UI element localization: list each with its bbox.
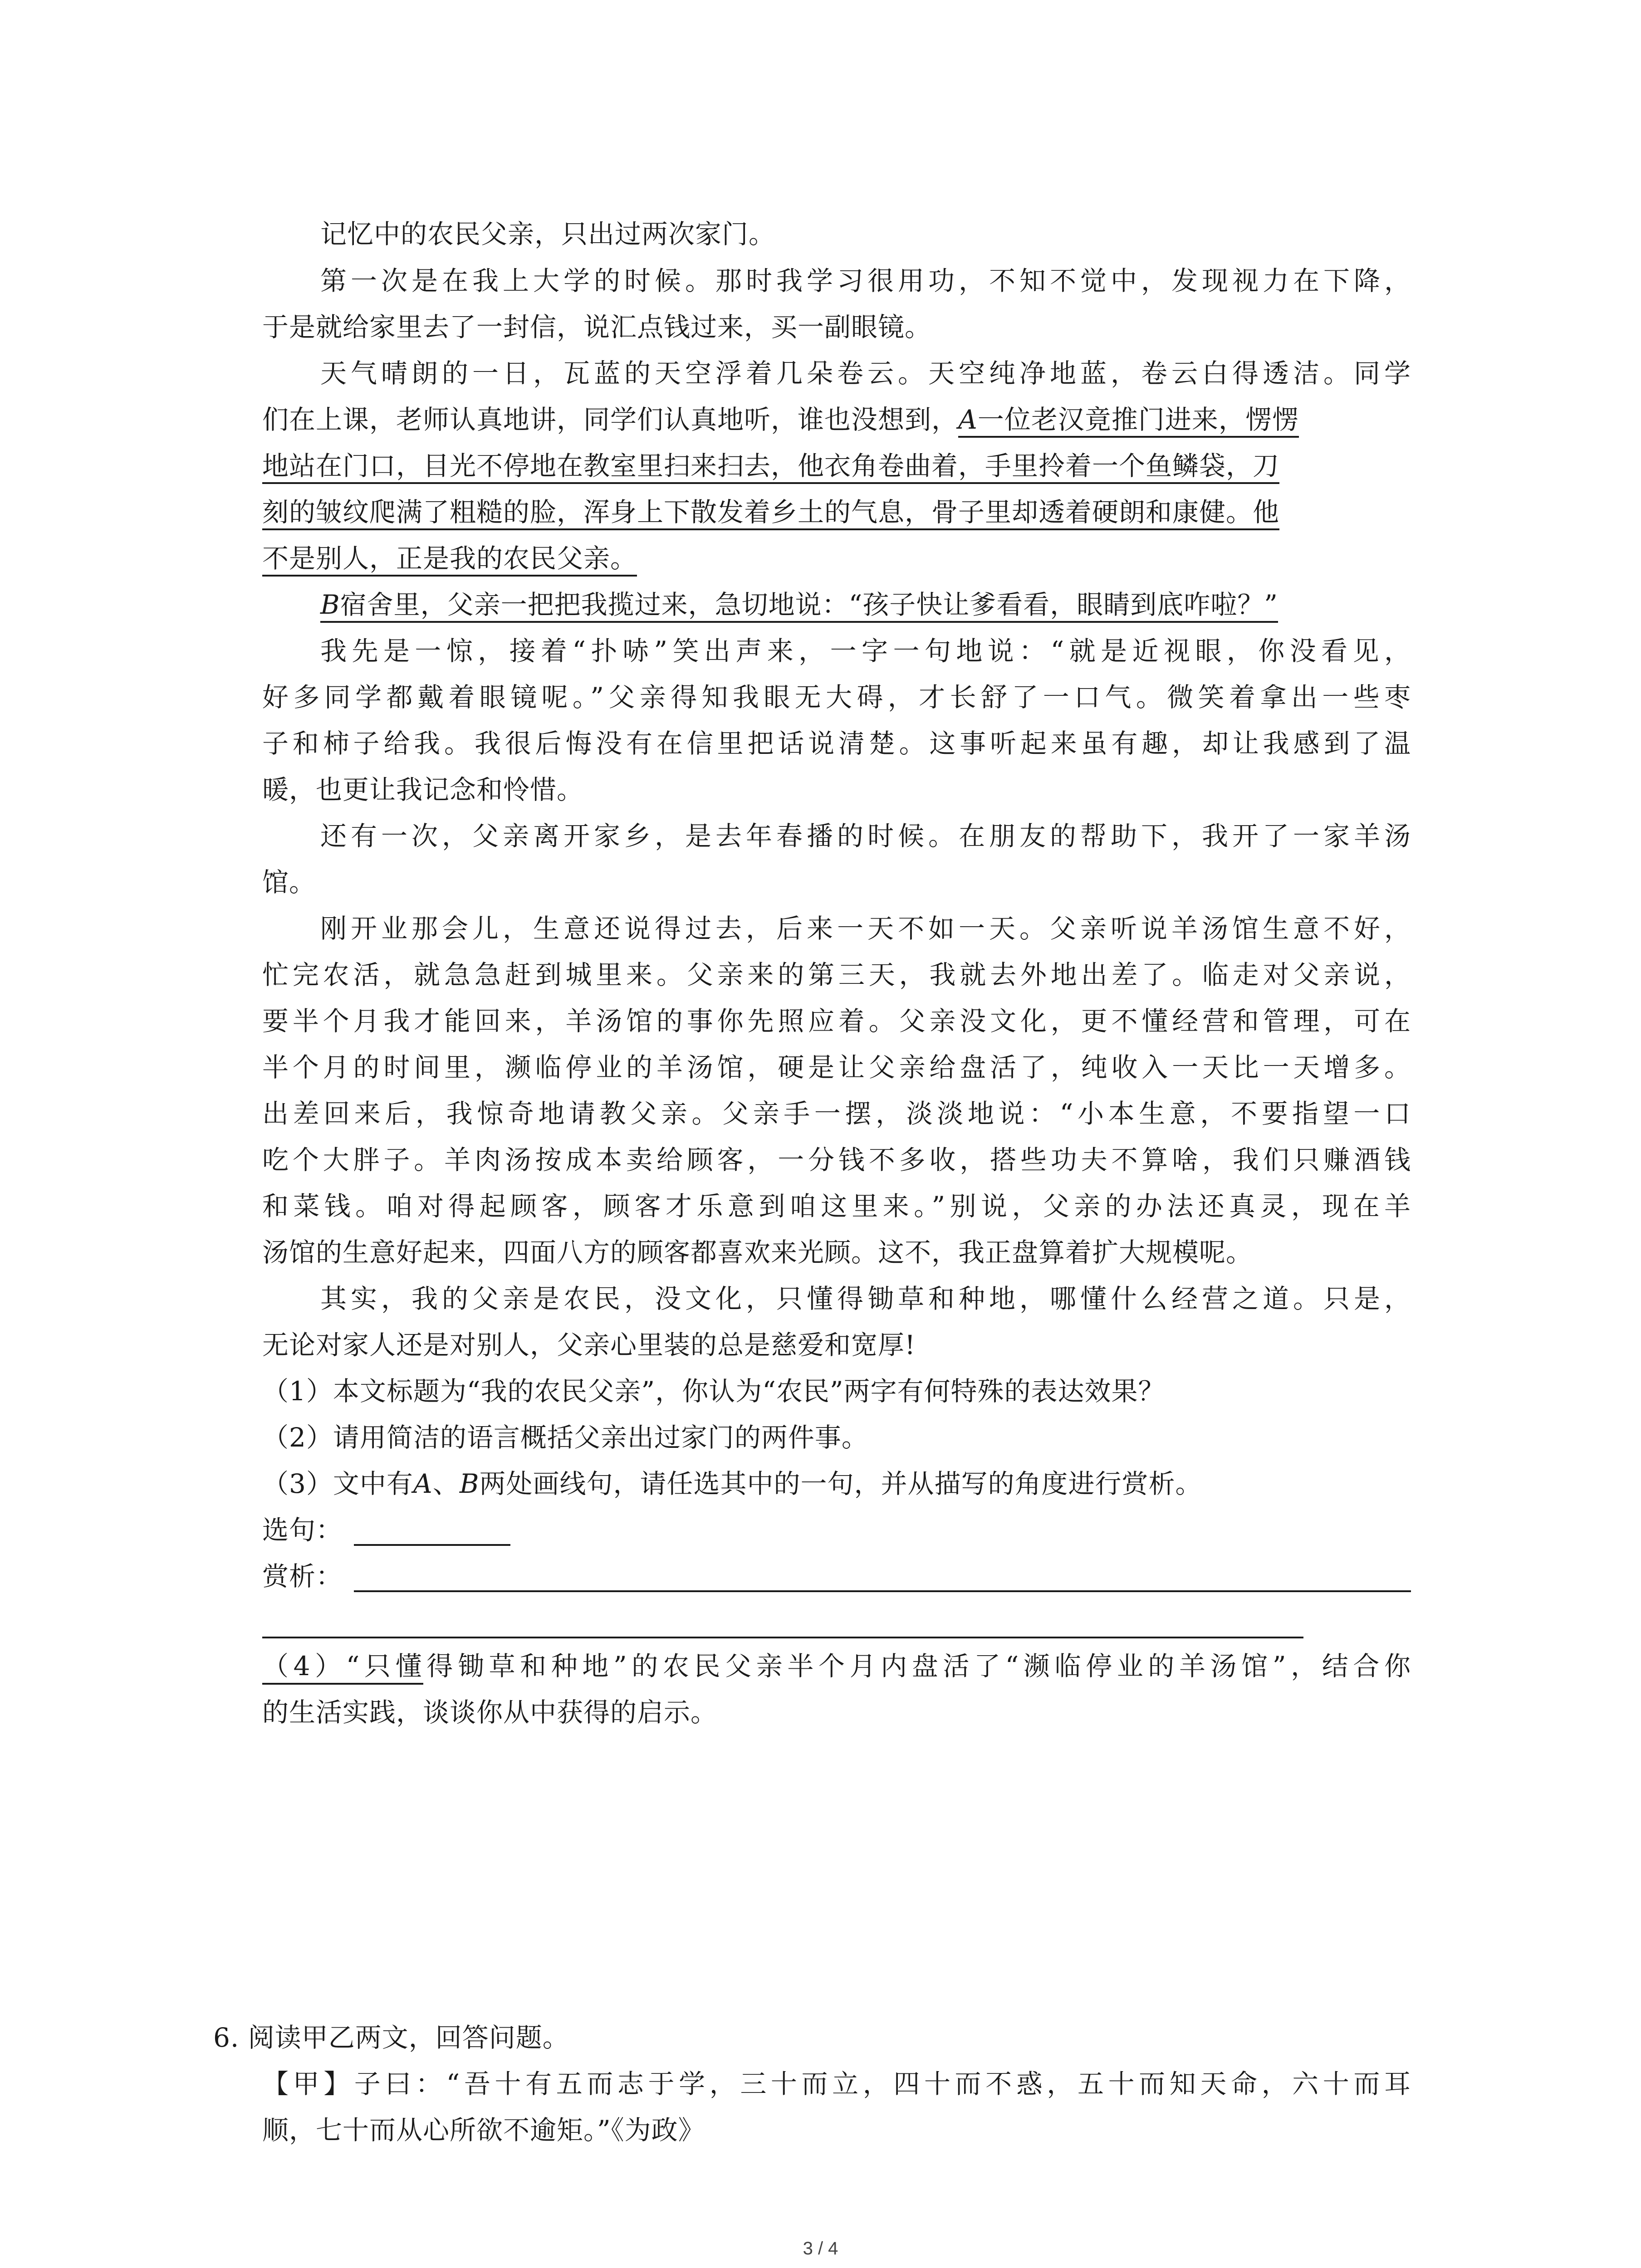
analysis-blank-line1[interactable] <box>354 1590 1411 1592</box>
passage-p7-line1: 刚开业那会儿，生意还说得过去，后来一天不如一天。父亲听说羊汤馆生意不好， <box>320 913 1411 944</box>
question-3-pre: （3）文中有 <box>262 1468 413 1499</box>
passage-p6-line2: 馆。 <box>262 867 316 898</box>
sentence-a-part3: 手里拎着一个鱼鳞袋，刀 <box>985 450 1279 484</box>
passage-p8-line1: 其实，我的父亲是农民，没文化，只懂得锄草和种地，哪懂什么经营之道。只是， <box>320 1283 1411 1314</box>
sentence-a-part4: 刻的皱纹爬满了粗糙的脸，浑身上下散发着乡土的气息，骨子里却透着硬朗和康健。他 <box>262 497 1279 530</box>
passage-p8-line2: 无论对家人还是对别人，父亲心里装的总是慈爱和宽厚! <box>262 1330 916 1360</box>
sentence-b-marker: B <box>320 589 340 623</box>
passage-p7-line4: 半个月的时间里，濒临停业的羊汤馆，硬是让父亲给盘活了，纯收入一天比一天增多。 <box>262 1052 1411 1083</box>
select-sentence-blank[interactable] <box>354 1544 510 1546</box>
passage-p3-line4 <box>262 490 1411 534</box>
passage-p2-line2: 于是就给家里去了一封信，说汇点钱过来，买一副眼镜。 <box>262 312 932 342</box>
passage-p4-line1 <box>320 583 1278 626</box>
section-6-jia-line1: 【甲】子曰：“吾十有五而志于学，三十而立，四十而不惑，五十而知天命，六十而耳 <box>262 2068 1411 2099</box>
passage-p7-line8: 汤馆的生意好起来，四面八方的顾客都喜欢来光顾。这不，我正盘算着扩大规模呢。 <box>262 1237 1253 1268</box>
passage-p3-line2 <box>262 398 1411 441</box>
passage-p3-line5 <box>262 537 637 580</box>
page-number: 3 / 4 <box>803 2239 838 2258</box>
passage-p5-line1: 我先是一惊，接着“扑哧”笑出声来，一字一句地说：“就是近视眼，你没看见， <box>320 635 1411 666</box>
passage-p7-line5: 出差回来后，我惊奇地请教父亲。父亲手一摆，淡淡地说：“小本生意，不要指望一口 <box>262 1098 1411 1129</box>
section-6-title: 6. 阅读甲乙两文，回答问题。 <box>213 2022 569 2053</box>
passage-p3-line3 <box>262 444 1411 488</box>
passage-p3-line1: 天气晴朗的一日，瓦蓝的天空浮着几朵卷云。天空纯净地蓝，卷云白得透洁。同学 <box>320 358 1411 389</box>
passage-p5-line3: 子和柿子给我。我很后悔没有在信里把话说清楚。这事听起来虽有趣，却让我感到了温 <box>262 728 1411 759</box>
passage-p7-line3: 要半个月我才能回来，羊汤馆的事你先照应着。父亲没文化，更不懂经营和管理，可在 <box>262 1006 1411 1036</box>
passage-p3-line2-text: 们在上课，老师认真地讲，同学们认真地听，谁也没想到， <box>262 404 959 435</box>
question-4-line2: 的生活实践，谈谈你从中获得的启示。 <box>262 1697 718 1728</box>
passage-p7-line6: 吃个大胖子。羊肉汤按成本卖给顾客，一分钱不多收，搭些功夫不算啥，我们只赚酒钱 <box>262 1144 1411 1175</box>
passage-p7-line7: 和菜钱。咱对得起顾客，顾客才乐意到咱这里来。”别说，父亲的办法还真灵，现在羊 <box>262 1191 1411 1222</box>
passage-p7-line2: 忙完农活，就急急赶到城里来。父亲来的第三天，我就去外地出差了。临走对父亲说， <box>262 959 1411 990</box>
question-2: （2）请用简洁的语言概括父亲出过家门的两件事。 <box>262 1422 868 1453</box>
question-3-b: B <box>459 1468 480 1499</box>
analysis-blank-line2[interactable] <box>262 1637 1303 1638</box>
select-sentence-label: 选句： <box>262 1515 343 1545</box>
section-6-jia-line2: 顺，七十而从心所欲不逾矩。”《为政》 <box>262 2115 705 2146</box>
question-3 <box>262 1462 1202 1505</box>
question-3-post: 两处画线句，请任选其中的一句，并从描写的角度进行赏析。 <box>479 1468 1202 1499</box>
passage-p1-line1: 记忆中的农民父亲，只出过两次家门。 <box>320 219 776 249</box>
passage-p5-line2: 好多同学都戴着眼镜呢。”父亲得知我眼无大碍，才长舒了一口气。微笑着拿出一些枣 <box>262 682 1411 713</box>
question-1: （1）本文标题为“我的农民父亲”，你认为“农民”两字有何特殊的表达效果？ <box>262 1376 1165 1407</box>
sentence-a-part1: 一位老汉竟推门进来，愣愣 <box>978 404 1299 438</box>
passage-p6-line1: 还有一次，父亲离开家乡，是去年春播的时候。在朋友的帮助下，我开了一家羊汤 <box>320 821 1411 851</box>
sentence-a-marker: A <box>958 404 978 438</box>
sentence-a-part5: 不是别人，正是我的农民父亲。 <box>262 543 637 577</box>
passage-p2-line1: 第一次是在我上大学的时候。那时我学习很用功，不知不觉中，发现视力在下降， <box>320 265 1411 296</box>
question-3-sep: 、 <box>432 1468 460 1499</box>
question-3-a: A <box>413 1468 433 1499</box>
sentence-a-part2: 地站在门口，目光不停地在教室里扫来扫去，他衣角卷曲着， <box>262 450 985 484</box>
question-4-line1: （4）“只懂得锄草和种地”的农民父亲半个月内盘活了“濒临停业的羊汤馆”，结合你 <box>262 1651 1411 1681</box>
sentence-b-text: 宿舍里，父亲一把把我揽过来，急切地说：“孩子快让爹看看，眼睛到底咋啦？” <box>340 589 1278 623</box>
analysis-label: 赏析： <box>262 1561 343 1592</box>
passage-p5-line4: 暖，也更让我记念和怜惜。 <box>262 774 584 805</box>
